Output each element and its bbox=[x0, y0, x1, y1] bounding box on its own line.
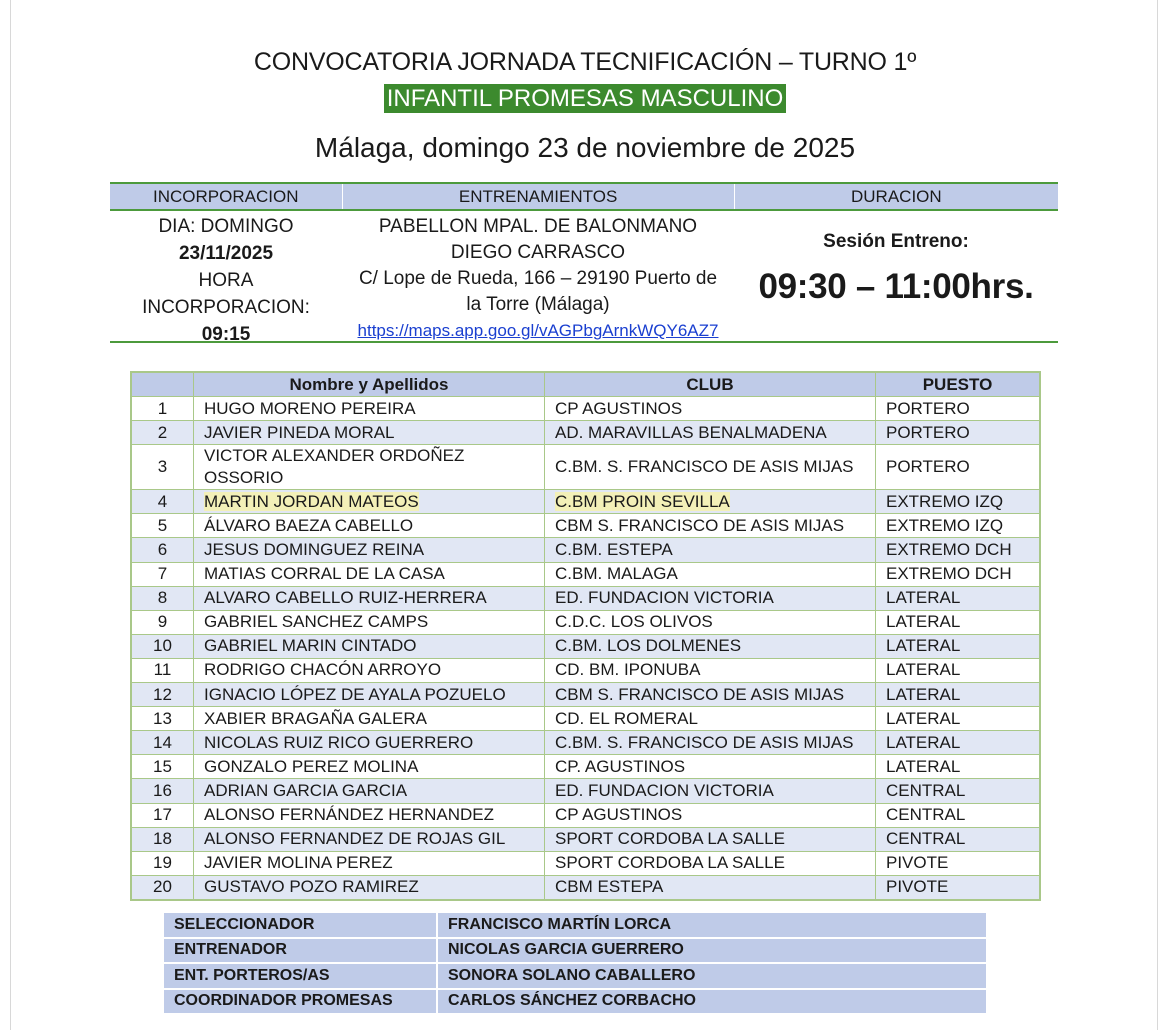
player-position: CENTRAL bbox=[876, 803, 1041, 827]
player-name: ALVARO CABELLO RUIZ-HERRERA bbox=[194, 586, 545, 610]
player-number: 6 bbox=[131, 538, 194, 562]
player-position: EXTREMO DCH bbox=[876, 562, 1041, 586]
player-position: PIVOTE bbox=[876, 875, 1041, 900]
player-number: 11 bbox=[131, 658, 194, 682]
player-name: XABIER BRAGAÑA GALERA bbox=[194, 707, 545, 731]
info-header-duracion: DURACION bbox=[851, 187, 942, 206]
roster-header-name: Nombre y Apellidos bbox=[194, 372, 545, 397]
table-row bbox=[131, 445, 1040, 490]
table-row bbox=[131, 562, 1040, 586]
player-position: PORTERO bbox=[876, 445, 1041, 490]
table-row bbox=[131, 658, 1040, 682]
player-club bbox=[545, 490, 876, 514]
roster-table bbox=[130, 371, 1041, 901]
player-position: CENTRAL bbox=[876, 779, 1041, 803]
player-name bbox=[194, 490, 545, 514]
roster-header-row bbox=[131, 372, 1040, 397]
player-name: GUSTAVO POZO RAMIREZ bbox=[194, 875, 545, 900]
info-header-entrenamientos: ENTRENAMIENTOS bbox=[343, 184, 735, 209]
session-label: Sesión Entreno: bbox=[823, 231, 969, 252]
incorporacion-time: 09:15 bbox=[201, 324, 251, 345]
player-club: C.BM. ESTEPA bbox=[545, 538, 876, 562]
player-club: ED. FUNDACION VICTORIA bbox=[545, 586, 876, 610]
staff-role: SELECCIONADOR bbox=[163, 912, 437, 938]
subtitle-wrap bbox=[0, 84, 1170, 113]
staff-row bbox=[163, 938, 987, 964]
player-club: SPORT CORDOBA LA SALLE bbox=[545, 827, 876, 851]
player-position: EXTREMO DCH bbox=[876, 538, 1041, 562]
table-row bbox=[131, 514, 1040, 538]
player-number: 12 bbox=[131, 683, 194, 707]
staff-person: SONORA SOLANO CABALLERO bbox=[437, 963, 987, 989]
info-body-row bbox=[110, 211, 1058, 345]
player-club: CD. EL ROMERAL bbox=[545, 707, 876, 731]
player-club: C.BM. LOS DOLMENES bbox=[545, 634, 876, 658]
venue-address-line2: la Torre (Málaga) bbox=[466, 294, 610, 315]
staff-role: COORDINADOR PROMESAS bbox=[163, 989, 437, 1015]
table-row bbox=[131, 731, 1040, 755]
incorporacion-label: INCORPORACION: bbox=[142, 297, 310, 318]
table-row bbox=[131, 490, 1040, 514]
info-table bbox=[110, 182, 1058, 343]
player-club: ED. FUNDACION VICTORIA bbox=[545, 779, 876, 803]
player-name: NICOLAS RUIZ RICO GUERRERO bbox=[194, 731, 545, 755]
roster-header-number bbox=[131, 372, 194, 397]
table-row bbox=[131, 397, 1040, 421]
player-number: 3 bbox=[131, 445, 194, 490]
roster-header-club: CLUB bbox=[545, 372, 876, 397]
player-club: CBM S. FRANCISCO DE ASIS MIJAS bbox=[545, 514, 876, 538]
player-position: LATERAL bbox=[876, 731, 1041, 755]
table-row bbox=[131, 851, 1040, 875]
player-position: LATERAL bbox=[876, 683, 1041, 707]
table-row bbox=[131, 634, 1040, 658]
player-number: 4 bbox=[131, 490, 194, 514]
highlighted-player-name: MARTIN JORDAN MATEOS bbox=[204, 491, 419, 511]
player-club: CP AGUSTINOS bbox=[545, 803, 876, 827]
player-position: PORTERO bbox=[876, 397, 1041, 421]
player-club: C.BM. S. FRANCISCO DE ASIS MIJAS bbox=[545, 445, 876, 490]
incorporacion-cell bbox=[110, 211, 342, 345]
staff-row bbox=[163, 989, 987, 1015]
player-position: LATERAL bbox=[876, 586, 1041, 610]
player-name: IGNACIO LÓPEZ DE AYALA POZUELO bbox=[194, 683, 545, 707]
table-row bbox=[131, 875, 1040, 900]
player-name: GABRIEL SANCHEZ CAMPS bbox=[194, 610, 545, 634]
player-club: SPORT CORDOBA LA SALLE bbox=[545, 851, 876, 875]
table-row bbox=[131, 683, 1040, 707]
player-position: EXTREMO IZQ bbox=[876, 490, 1041, 514]
player-club: CBM S. FRANCISCO DE ASIS MIJAS bbox=[545, 683, 876, 707]
duracion-cell bbox=[734, 211, 1058, 341]
player-position: EXTREMO IZQ bbox=[876, 514, 1041, 538]
table-row bbox=[131, 779, 1040, 803]
player-position: LATERAL bbox=[876, 755, 1041, 779]
player-position: LATERAL bbox=[876, 658, 1041, 682]
staff-table bbox=[162, 911, 988, 1015]
player-position: CENTRAL bbox=[876, 827, 1041, 851]
player-number: 1 bbox=[131, 397, 194, 421]
incorporacion-hora-label: HORA bbox=[198, 270, 254, 291]
table-row bbox=[131, 707, 1040, 731]
player-club: C.D.C. LOS OLIVOS bbox=[545, 610, 876, 634]
player-name: MATIAS CORRAL DE LA CASA bbox=[194, 562, 545, 586]
venue-name-line2: DIEGO CARRASCO bbox=[450, 242, 626, 263]
incorporacion-date: 23/11/2025 bbox=[178, 243, 274, 264]
staff-role: ENT. PORTEROS/AS bbox=[163, 963, 437, 989]
event-date: Málaga, domingo 23 de noviembre de 2025 bbox=[314, 132, 856, 163]
player-position: LATERAL bbox=[876, 634, 1041, 658]
player-club: AD. MARAVILLAS BENALMADENA bbox=[545, 421, 876, 445]
staff-person: CARLOS SÁNCHEZ CORBACHO bbox=[437, 989, 987, 1015]
player-name: ÁLVARO BAEZA CABELLO bbox=[194, 514, 545, 538]
player-number: 19 bbox=[131, 851, 194, 875]
player-position: LATERAL bbox=[876, 707, 1041, 731]
entrenamientos-cell bbox=[342, 211, 734, 341]
player-name: GABRIEL MARIN CINTADO bbox=[194, 634, 545, 658]
player-number: 15 bbox=[131, 755, 194, 779]
player-club: CD. BM. IPONUBA bbox=[545, 658, 876, 682]
player-name: VICTOR ALEXANDER ORDOÑEZ OSSORIO bbox=[194, 445, 545, 490]
player-name: RODRIGO CHACÓN ARROYO bbox=[194, 658, 545, 682]
table-row bbox=[131, 755, 1040, 779]
player-position: PORTERO bbox=[876, 421, 1041, 445]
player-number: 5 bbox=[131, 514, 194, 538]
session-time: 09:30 – 11:00hrs. bbox=[758, 267, 1034, 306]
page-title: CONVOCATORIA JORNADA TECNIFICACIÓN – TURNO 1º bbox=[253, 48, 917, 76]
player-club: C.BM. MALAGA bbox=[545, 562, 876, 586]
staff-row bbox=[163, 912, 987, 938]
roster-header-position: PUESTO bbox=[876, 372, 1041, 397]
player-name: JESUS DOMINGUEZ REINA bbox=[194, 538, 545, 562]
table-row bbox=[131, 610, 1040, 634]
player-number: 16 bbox=[131, 779, 194, 803]
player-position: LATERAL bbox=[876, 610, 1041, 634]
table-row bbox=[131, 827, 1040, 851]
venue-address-line1: C/ Lope de Rueda, 166 – 29190 Puerto de bbox=[358, 268, 718, 289]
player-number: 7 bbox=[131, 562, 194, 586]
table-row bbox=[131, 538, 1040, 562]
venue-name-line1: PABELLON MPAL. DE BALONMANO bbox=[378, 216, 698, 237]
staff-person: NICOLAS GARCIA GUERRERO bbox=[437, 938, 987, 964]
player-name: ADRIAN GARCIA GARCIA bbox=[194, 779, 545, 803]
player-number: 8 bbox=[131, 586, 194, 610]
player-name: ALONSO FERNÁNDEZ HERNANDEZ bbox=[194, 803, 545, 827]
player-name: JAVIER PINEDA MORAL bbox=[194, 421, 545, 445]
highlighted-player-club: C.BM PROIN SEVILLA bbox=[555, 491, 730, 511]
player-name: GONZALO PEREZ MOLINA bbox=[194, 755, 545, 779]
player-name: JAVIER MOLINA PEREZ bbox=[194, 851, 545, 875]
player-number: 20 bbox=[131, 875, 194, 900]
player-club: CBM ESTEPA bbox=[545, 875, 876, 900]
player-number: 14 bbox=[131, 731, 194, 755]
staff-person: FRANCISCO MARTÍN LORCA bbox=[437, 912, 987, 938]
table-row bbox=[131, 586, 1040, 610]
info-header-incorporacion: INCORPORACION bbox=[110, 184, 343, 209]
info-header-row bbox=[110, 184, 1058, 211]
player-number: 18 bbox=[131, 827, 194, 851]
player-name: HUGO MORENO PEREIRA bbox=[194, 397, 545, 421]
staff-row bbox=[163, 963, 987, 989]
player-name: ALONSO FERNANDEZ DE ROJAS GIL bbox=[194, 827, 545, 851]
player-club: CP AGUSTINOS bbox=[545, 397, 876, 421]
staff-role: ENTRENADOR bbox=[163, 938, 437, 964]
maps-link[interactable]: https://maps.app.goo.gl/vAGPbgArnkWQY6AZ7 bbox=[357, 321, 719, 340]
player-number: 13 bbox=[131, 707, 194, 731]
player-club: CP. AGUSTINOS bbox=[545, 755, 876, 779]
table-row bbox=[131, 803, 1040, 827]
category-subtitle: INFANTIL PROMESAS MASCULINO bbox=[384, 84, 787, 113]
player-position: PIVOTE bbox=[876, 851, 1041, 875]
table-row bbox=[131, 421, 1040, 445]
incorporacion-day: DIA: DOMINGO bbox=[158, 216, 294, 237]
player-number: 2 bbox=[131, 421, 194, 445]
player-number: 10 bbox=[131, 634, 194, 658]
player-number: 9 bbox=[131, 610, 194, 634]
player-club: C.BM. S. FRANCISCO DE ASIS MIJAS bbox=[545, 731, 876, 755]
player-number: 17 bbox=[131, 803, 194, 827]
